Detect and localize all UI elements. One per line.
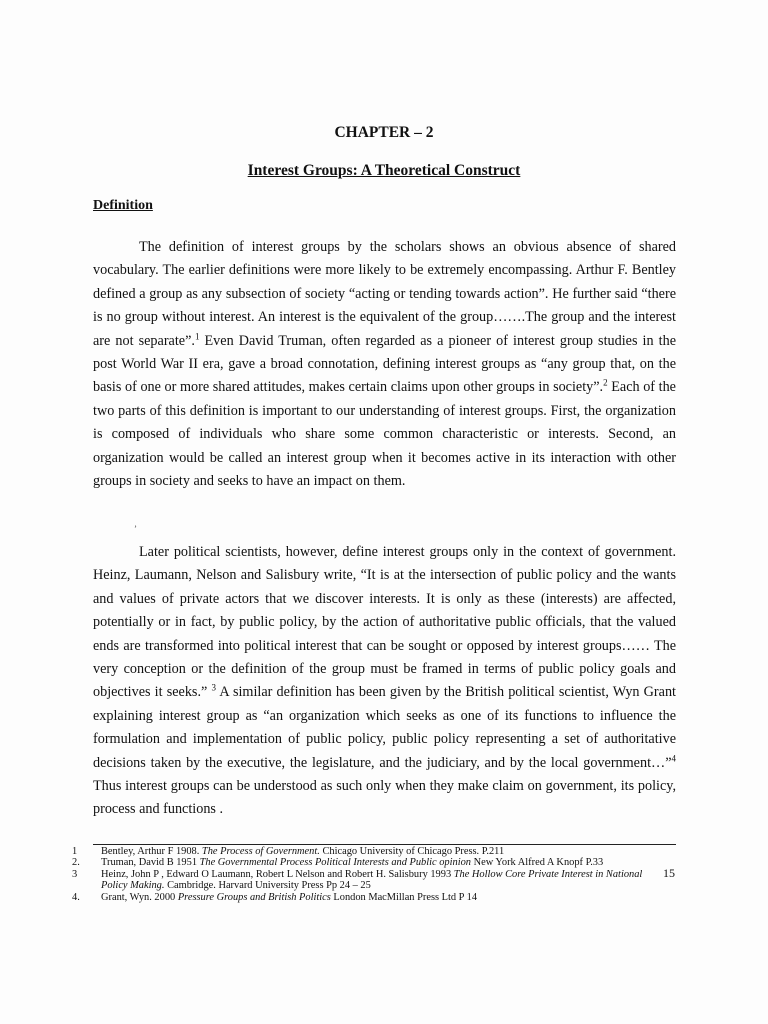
- chapter-heading: CHAPTER – 2: [334, 124, 434, 141]
- footnote-text: [101, 892, 654, 903]
- paragraph-text: The definition of interest groups by the scholars shows an obvious absence of shared vocabulary. The earlier definitions were more likely to be extremely encompassing. Arthur F. Bentley defined a group as any subsection of society “acting or tending towards action”. He further said “there is no group without interest. An interest is the equivalent of the group…….The group and the interest are not separate”.: [93, 239, 676, 349]
- footnote-part: Heinz, John P , Edward O Laumann, Robert L Nelson and Robert H. Salisbury 1993: [101, 868, 454, 880]
- footnote-italic: Pressure Groups and British Politics: [177, 891, 331, 903]
- footnote-ref: 1: [194, 330, 200, 341]
- paragraph-text: Later political scientists, however, define interest groups only in the context of government. Heinz, Laumann, Nelson and Salisbury write, “It is at the intersection of public policy and the wants and values of private actors that we discover interests. It is only as these (interests) are affected, potentially or in fact, by public policy, by the action of authoritative public officials, that the valued ends are transformed into political interest that can be sought or opposed by interest groups…… The very conception or the definition of the group must be framed in terms of public policy goals and objectives it seeks.”: [93, 544, 676, 701]
- chapter-title: Interest Groups: A Theoretical Construct: [247, 162, 521, 179]
- footnote-text: [101, 869, 654, 892]
- footnote-italic: The Hollow Core Private Interest in National Policy Making.: [101, 868, 643, 892]
- paragraph-text: A similar definition has been given by the British political scientist, Wyn Grant explaining interest group as “an organization which seeks as one of its functions to influence the formulation and implementation of public policy, public policy representing a set of authoritative decisions taken by the executive, the legislature, and the judiciary, and by the local government…”: [93, 684, 676, 771]
- footnote-number: 3: [72, 868, 78, 880]
- stray-mark: ʼ: [134, 524, 137, 534]
- footnote-number: 1: [72, 846, 78, 857]
- footnote-ref: 4: [671, 752, 676, 763]
- paragraph-text: Each of the two parts of this definition is important to our understanding of interest groups. First, the organization is composed of individuals who share some common characteristic or interests. Second, an organization would be called an interest group when it becomes active in its interaction with other groups in society and seeks to have an impact on them.: [93, 379, 676, 490]
- footnote-ref: 3: [211, 682, 216, 693]
- paragraph-definition-2: [93, 541, 676, 822]
- footnote-item: [72, 857, 654, 868]
- footnote-divider: [93, 844, 676, 845]
- footnote-item: [72, 869, 654, 892]
- footnote-text: [101, 846, 654, 857]
- footnote-italic: The Governmental Process Political Interests and Public opinion: [199, 857, 471, 869]
- paragraph-text: Thus interest groups can be understood as such only when they make claim on government, its policy, process and functions .: [93, 778, 676, 818]
- footnote-item: [72, 892, 654, 903]
- footnote-item: [72, 846, 654, 857]
- footnote-number: 4.: [72, 891, 80, 903]
- page-number: 15: [663, 866, 675, 880]
- footnote-italic: The Process of Government.: [201, 846, 320, 857]
- footnote-part: Chicago University of Chicago Press. P.211: [319, 846, 505, 857]
- section-heading: Definition: [93, 198, 153, 213]
- footnote-part: Cambridge. Harvard University Press Pp 24 – 25: [164, 880, 371, 892]
- paragraph-definition-1: [93, 236, 676, 493]
- footnote-text: [101, 857, 654, 868]
- paragraph-text: Even David Truman, often regarded as a pioneer of interest group studies in the post World War II era, gave a broad connotation, defining interest groups as “any group that, on the basis of one or more shared attitudes, makes certain claims upon other groups in society”.: [93, 332, 676, 396]
- footnotes: [72, 846, 654, 903]
- footnote-ref: 2: [603, 377, 608, 388]
- footnote-part: Bentley, Arthur F 1908.: [101, 846, 202, 857]
- footnote-part: Truman, David B 1951: [101, 857, 200, 869]
- footnote-part: New York Alfred A Knopf P.33: [471, 857, 604, 869]
- footnote-part: London MacMillan Press Ltd P 14: [330, 891, 478, 903]
- footnote-number: 2.: [72, 857, 80, 869]
- footnote-part: Grant, Wyn. 2000: [101, 891, 178, 903]
